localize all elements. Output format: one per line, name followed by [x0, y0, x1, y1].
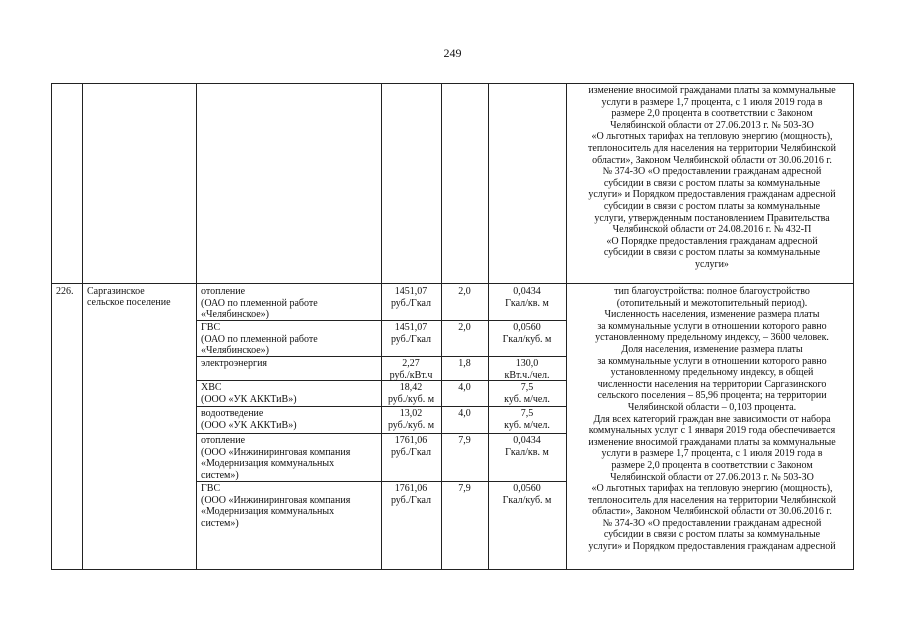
note-line: теплоноситель для населения на территории Челябинской — [588, 494, 836, 506]
service-index: 7,9 — [458, 435, 471, 446]
column-divider — [566, 83, 567, 570]
note-line: «О льготных тарифах на тепловую энергию (мощность), — [591, 483, 833, 495]
row-number: 226. — [56, 286, 74, 297]
service-tariff: 13,02 руб./куб. м — [387, 408, 435, 431]
service-index: 4,0 — [458, 382, 471, 393]
note-line: услуги» и Порядком предоставления гражданам адресной — [588, 189, 836, 201]
service-index: 4,0 — [458, 408, 471, 419]
note-line: области», Законом Челябинской области от 30.06.2016 г. — [592, 154, 832, 166]
note-line: Челябинской области – 0,103 процента. — [627, 401, 797, 413]
prev-row-notes — [571, 85, 853, 271]
note-line: Челябинской области от 27.06.2013 г. № 503-ЗО — [610, 471, 814, 483]
note-line: услуги» — [695, 258, 729, 270]
note-line: субсидии в связи с ростом платы за коммунальные — [603, 247, 821, 259]
service-name: водоотведение (ООО «УК АККТиВ») — [201, 408, 297, 431]
note-line: за коммунальные услуги в отношении которого равно — [597, 355, 827, 367]
note-line: субсидии в связи с ростом платы за коммунальные — [603, 177, 821, 189]
table-border-left — [51, 83, 52, 570]
note-line: Челябинской области от 24.08.2016 г. № 432-П — [612, 224, 812, 236]
note-line: теплоноситель для населения на территории Челябинской — [588, 142, 836, 154]
note-line: услуги» и Порядком предоставления гражданам адресной — [588, 541, 836, 553]
note-line: численности населения на территории Саргазинского — [597, 378, 827, 390]
service-tariff: 1761,06 руб./Гкал — [390, 483, 432, 506]
row-divider — [51, 283, 854, 284]
column-divider — [488, 83, 489, 570]
service-norm: 0,0434 Гкал/кв. м — [505, 435, 549, 458]
service-index: 2,0 — [458, 286, 471, 297]
note-line: (отопительный и межотопительный период). — [616, 297, 808, 309]
service-norm: 130,0 кВт.ч./чел. — [504, 358, 550, 381]
settlement-name-line1: Саргазинское — [87, 286, 145, 297]
column-divider — [196, 83, 197, 570]
note-line: за коммунальные услуги в отношении которого равно — [597, 320, 827, 332]
service-name: электроэнергия — [201, 358, 268, 369]
page-number: 249 — [443, 46, 462, 60]
table-border-right — [853, 83, 854, 570]
note-line: субсидии в связи с ростом платы за коммунальные — [603, 200, 821, 212]
note-line: изменение вносимой гражданами платы за коммунальные — [588, 85, 836, 96]
service-tariff: 2,27 руб./кВт.ч — [389, 358, 433, 381]
note-line: «О Порядке предоставления гражданам адресной — [606, 235, 818, 247]
service-index: 7,9 — [458, 483, 471, 494]
table-border-top — [51, 83, 854, 84]
row-divider — [196, 433, 567, 434]
table-border-bottom — [51, 569, 854, 570]
note-line: Для всех категорий граждан вне зависимости от набора — [593, 413, 831, 425]
service-tariff: 1761,06 руб./Гкал — [390, 435, 432, 458]
note-line: области», Законом Челябинской области от 30.06.2016 г. — [592, 506, 832, 518]
note-line: Доля населения, изменение размера платы — [621, 343, 803, 355]
note-line: тип благоустройства: полное благоустройство — [614, 286, 810, 297]
note-line: установленному предельному индексу, – 3600 человек. — [595, 332, 829, 344]
service-norm: 0,0560 Гкал/куб. м — [502, 322, 552, 345]
note-line: № 374-ЗО «О предоставлении гражданам адресной — [602, 166, 822, 178]
note-line: изменение вносимой гражданами платы за коммунальные — [588, 436, 836, 448]
note-line: № 374-ЗО «О предоставлении гражданам адресной — [602, 517, 822, 529]
service-name: ГВС (ОАО по племенной работе «Челябинское») — [201, 322, 318, 357]
service-tariff: 18,42 руб./куб. м — [387, 382, 435, 405]
service-name: отопление (ОАО по племенной работе «Челябинское») — [201, 286, 318, 321]
service-name: отопление (ООО «Инжиниринговая компания «Модернизация коммунальных систем») — [201, 435, 351, 481]
service-norm: 7,5 куб. м/чел. — [504, 408, 550, 431]
service-norm: 0,0560 Гкал/куб. м — [502, 483, 552, 506]
service-norm: 0,0434 Гкал/кв. м — [505, 286, 549, 309]
row-226-notes — [571, 286, 853, 553]
note-line: услуги в размере 1,7 процента, с 1 июля 2019 года в — [601, 448, 823, 460]
note-line: субсидии в связи с ростом платы за коммунальные — [603, 529, 821, 541]
service-norm: 7,5 куб. м/чел. — [504, 382, 550, 405]
service-name: ГВС (ООО «Инжиниринговая компания «Модернизация коммунальных систем») — [201, 483, 351, 529]
service-index: 2,0 — [458, 322, 471, 333]
row-divider — [196, 406, 567, 407]
note-line: размере 2,0 процента в соответствии с Законом — [611, 459, 813, 471]
column-divider — [381, 83, 382, 570]
note-line: сельского поселения – 85,96 процента; на территории — [597, 390, 827, 402]
note-line: услуги в размере 1,7 процента, с 1 июля 2019 года в — [601, 96, 823, 108]
note-line: размере 2,0 процента в соответствии с Законом — [611, 108, 813, 120]
note-line: услуги, утвержденным постановлением Правительства — [594, 212, 830, 224]
service-name: ХВС (ООО «УК АККТиВ») — [201, 382, 297, 405]
service-tariff: 1451,07 руб./Гкал — [390, 322, 432, 345]
column-divider — [82, 83, 83, 570]
service-tariff: 1451,07 руб./Гкал — [390, 286, 432, 309]
note-line: Численность населения, изменение размера платы — [604, 309, 820, 321]
column-divider — [441, 83, 442, 570]
note-line: установленному предельному индексу, в общей — [610, 367, 814, 379]
note-line: коммунальных услуг с 1 января 2019 года обеспечивается — [588, 425, 836, 437]
note-line: «О льготных тарифах на тепловую энергию (мощность), — [591, 131, 833, 143]
note-line: Челябинской области от 27.06.2013 г. № 503-ЗО — [610, 119, 814, 131]
settlement-name-line2: сельское поселение — [87, 297, 171, 308]
service-index: 1,8 — [458, 358, 471, 369]
